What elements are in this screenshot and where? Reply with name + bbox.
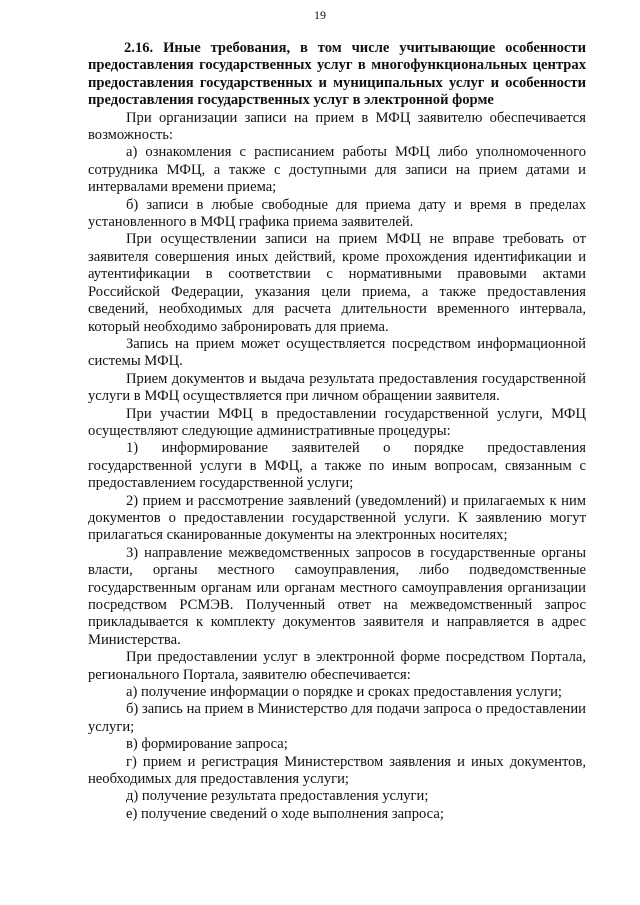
paragraph: 2) прием и рассмотрение заявлений (уведомлений) и прилагаемых к ним документов о предоставлении государственной услуги. К заявлению могут прилагаться сканированные документы на электронных носителях;: [88, 492, 586, 544]
paragraph: а) получение информации о порядке и сроках предоставления услуги;: [126, 684, 562, 701]
paragraph: При осуществлении записи на прием МФЦ не вправе требовать от заявителя совершения иных действий, кроме прохождения идентификации и аутентификации в соответствии с нормативными правовыми актами Российской Федерации, указания цели приема, а также предоставления сведений, необходимых для расчета длительности временного интервала, который необходимо забронировать для приема.: [88, 231, 586, 335]
paragraph: в) формирование запроса;: [126, 736, 288, 753]
paragraph: а) ознакомления с расписанием работы МФЦ либо уполномоченного сотрудника МФЦ, а также с доступными для записи на прием датами и интервалами времени приема;: [88, 144, 586, 196]
paragraph: б) запись на прием в Министерство для подачи запроса о предоставлении услуги;: [88, 701, 586, 735]
paragraph: б) записи в любые свободные для приема дату и время в пределах установленного в МФЦ графика приема заявителей.: [88, 196, 586, 231]
paragraph: е) получение сведений о ходе выполнения запроса;: [126, 805, 444, 822]
paragraph: д) получение результата предоставления услуги;: [126, 788, 429, 805]
paragraph: 3) направление межведомственных запросов в государственные органы власти, органы местного самоуправления, либо подведомственные государственным органам или органам местного самоуправления организации посредством РСМЭВ. Полученный ответ на межведомственный запрос прикладывается к комплекту документов заявителя и направляется в адрес Министерства.: [88, 544, 586, 648]
section-heading: 2.16. Иные требования, в том числе учитывающие особенности предоставления государственных услуг в многофункциональных центрах предоставления государственных и муниципальных услуг и особенности предоставления государственных услуг в электронной форме: [88, 40, 586, 109]
page-number: 19: [314, 8, 326, 22]
paragraph: Запись на прием может осуществляется посредством информационной системы МФЦ.: [88, 335, 586, 370]
paragraph: При участии МФЦ в предоставлении государственной услуги, МФЦ осуществляют следующие административные процедуры:: [88, 405, 586, 439]
document-body: [88, 40, 586, 823]
paragraph: При предоставлении услуг в электронной форме посредством Портала, регионального Портала, заявителю обеспечивается:: [88, 649, 586, 683]
paragraph: г) прием и регистрация Министерством заявления и иных документов, необходимых для предоставления услуги;: [88, 753, 586, 788]
paragraph: 1) информирование заявителей о порядке предоставления государственной услуги в МФЦ, а также по иным вопросам, связанным с предоставлением государственной услуги;: [88, 440, 586, 492]
paragraph: Прием документов и выдача результата предоставления государственной услуги в МФЦ осуществляется при личном обращении заявителя.: [88, 370, 586, 405]
paragraph: При организации записи на прием в МФЦ заявителю обеспечивается возможность:: [88, 109, 586, 144]
